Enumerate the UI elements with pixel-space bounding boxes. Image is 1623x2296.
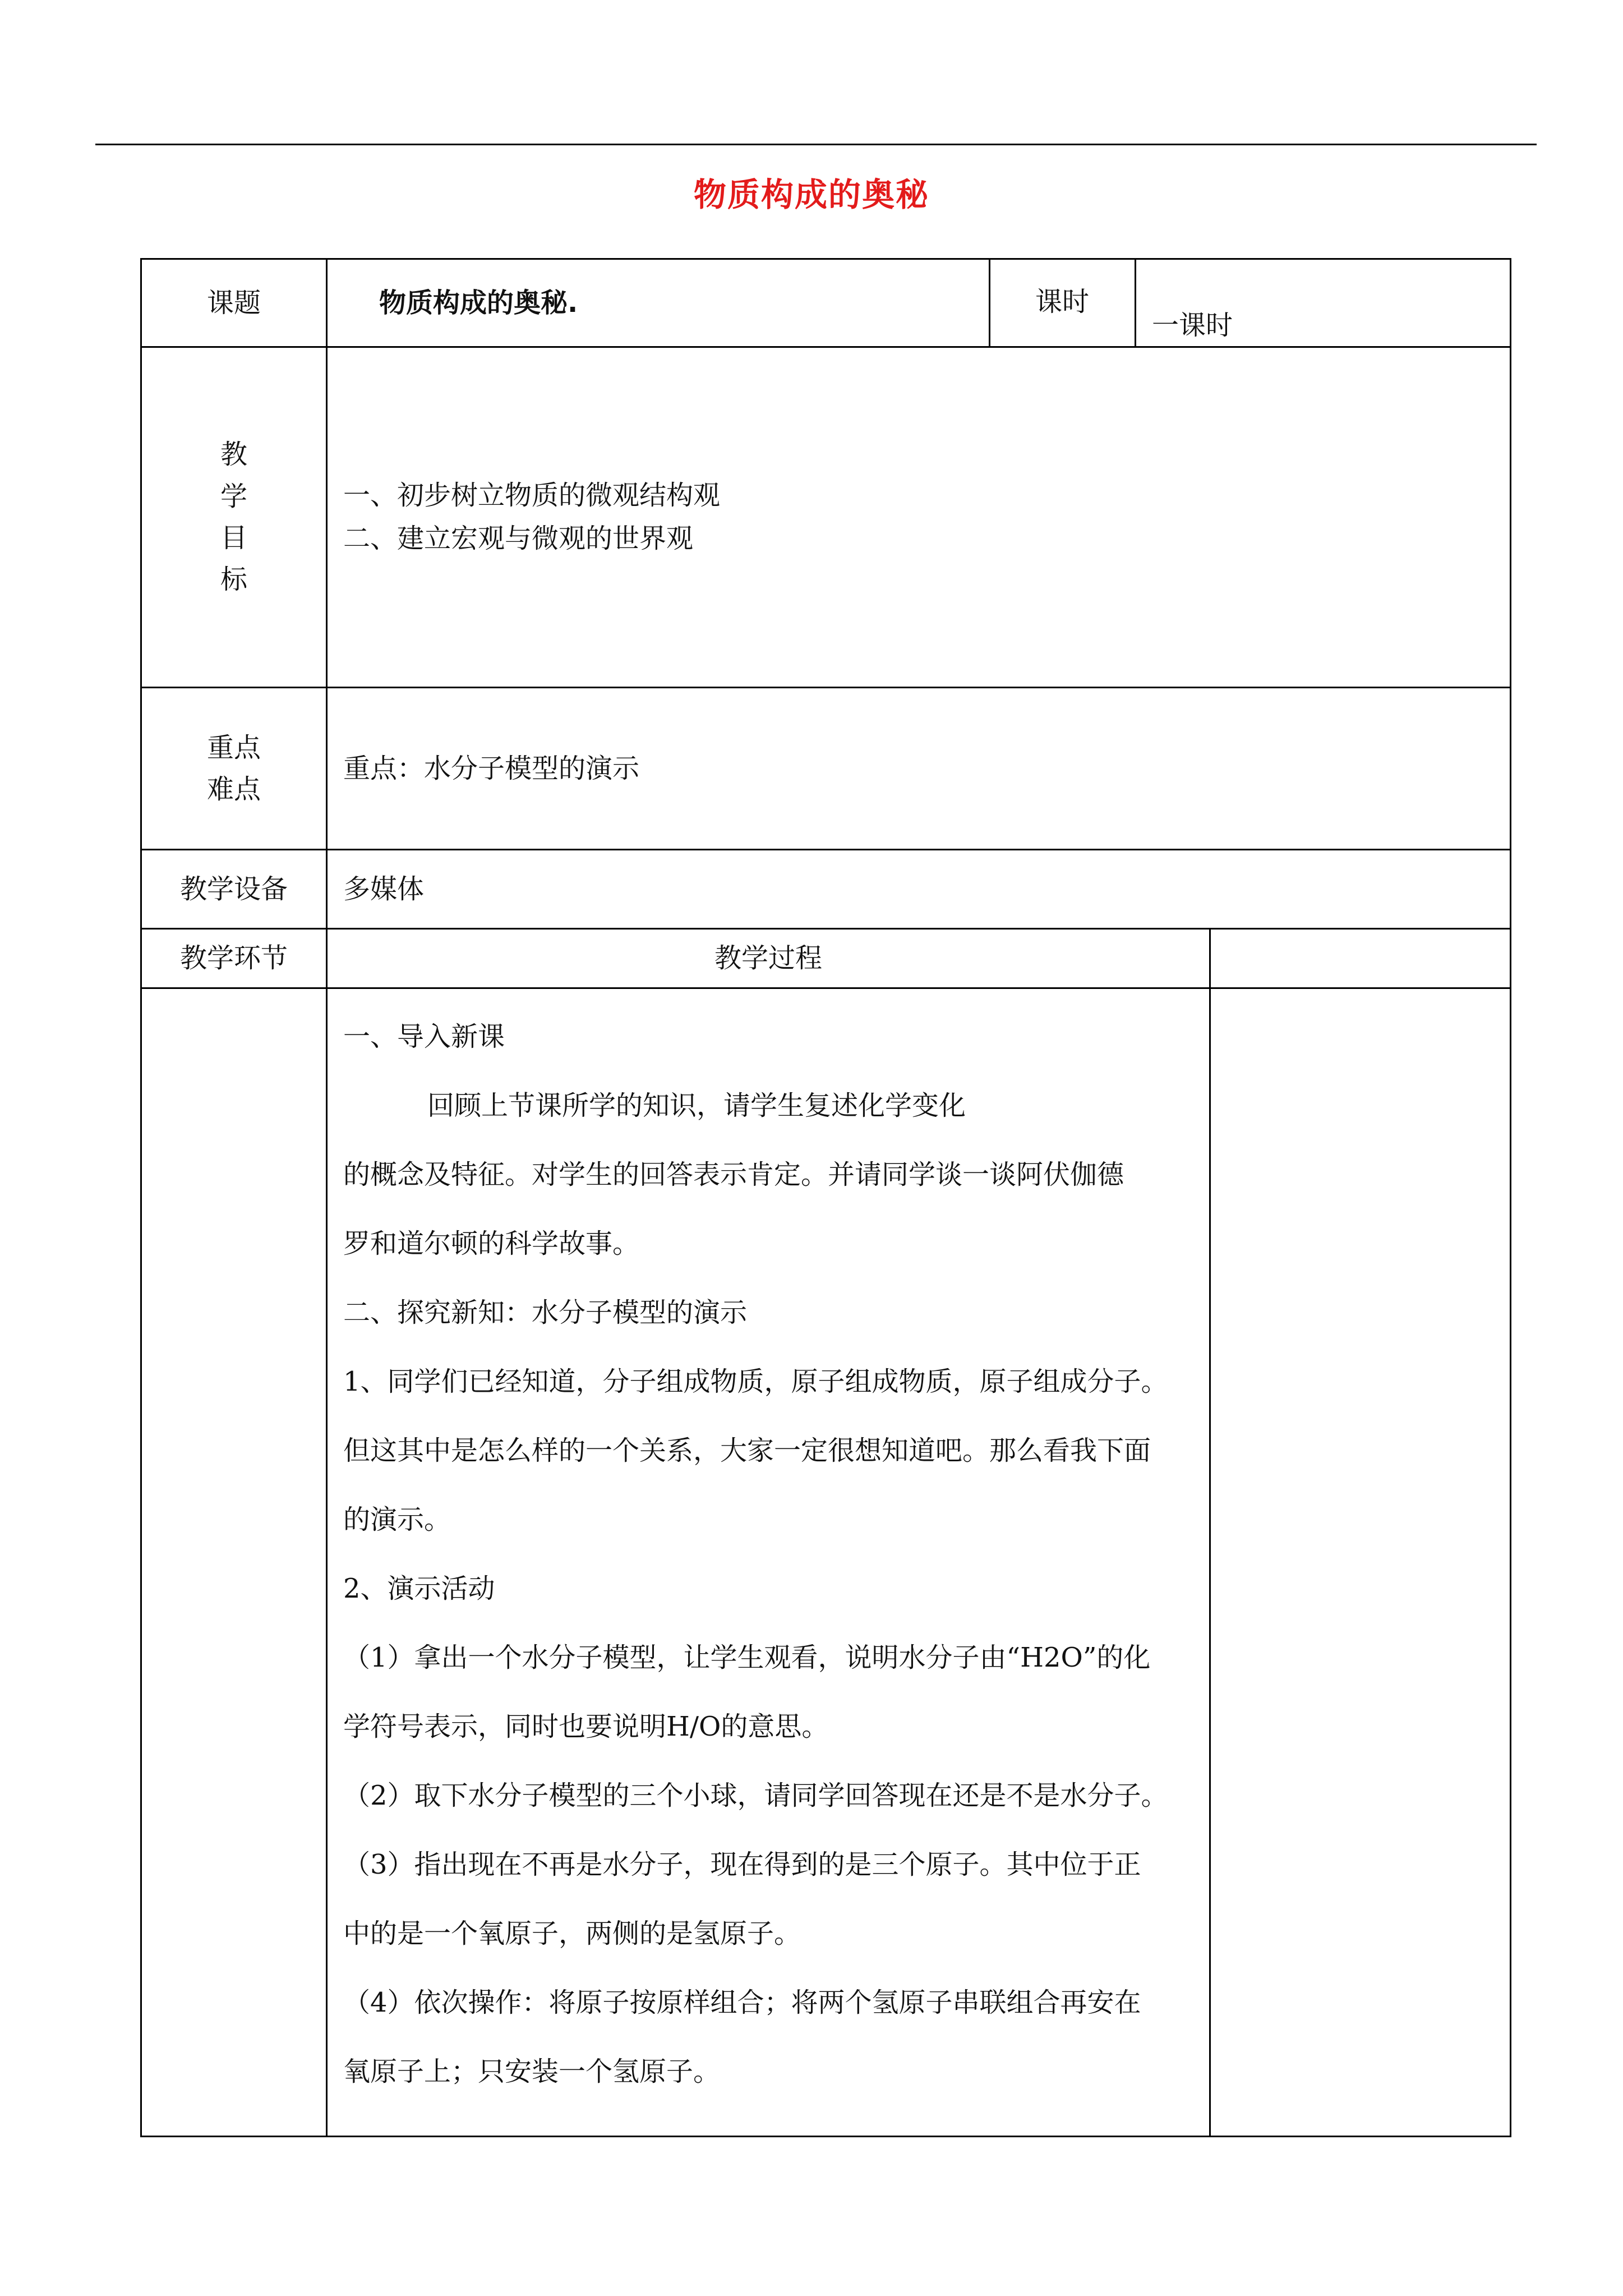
hours-label: 课时 xyxy=(990,259,1136,347)
process-line: （2）取下水分子模型的三个小球，请同学回答现在还是不是水分子。 xyxy=(343,1780,1168,1811)
objectives-label-char: 教 xyxy=(220,439,247,471)
process-header-value: 教学过程 xyxy=(327,929,1210,988)
keypoints-label-line: 重点 xyxy=(206,731,261,763)
equipment-value: 多媒体 xyxy=(327,850,1511,929)
objectives-label xyxy=(141,347,327,688)
topic-value: 物质构成的奥秘. xyxy=(327,259,990,347)
objectives-label-char: 学 xyxy=(220,480,247,512)
process-line: 2、演示活动 xyxy=(343,1573,495,1604)
process-line: 的演示。 xyxy=(343,1504,451,1535)
keypoints-label-line: 难点 xyxy=(206,774,261,805)
objectives-value xyxy=(327,347,1511,688)
process-line: 回顾上节课所学的知识，请学生复述化学变化 xyxy=(427,1090,966,1121)
process-line: 中的是一个氧原子，两侧的是氢原子。 xyxy=(343,1918,801,1949)
process-line: 的概念及特征。对学生的回答表示肯定。并请同学谈一谈阿伏伽德 xyxy=(343,1159,1124,1190)
topic-row xyxy=(141,259,1511,347)
process-header-notes xyxy=(1210,929,1511,988)
process-line: 一、导入新课 xyxy=(343,1021,505,1052)
keypoints-row xyxy=(141,688,1511,850)
process-content xyxy=(327,988,1210,2137)
process-notes-cell xyxy=(1210,988,1511,2137)
objectives-label-char: 标 xyxy=(220,564,247,596)
process-header-label: 教学环节 xyxy=(141,929,327,988)
header-rule xyxy=(95,144,1537,145)
process-body-row xyxy=(141,988,1511,2137)
objectives-row xyxy=(141,347,1511,688)
process-line: 二、探究新知：水分子模型的演示 xyxy=(343,1297,748,1328)
equipment-row xyxy=(141,850,1511,929)
objective-item: 二、建立宏观与微观的世界观 xyxy=(343,523,694,554)
lesson-plan-table xyxy=(140,258,1511,2137)
document-title: 物质构成的奥秘 xyxy=(693,176,929,214)
process-line: 1、同学们已经知道，分子组成物质，原子组成物质，原子组成分子。 xyxy=(343,1366,1168,1397)
process-header-row xyxy=(141,929,1511,988)
process-line: 学符号表示，同时也要说明H/O的意思。 xyxy=(343,1711,829,1742)
process-line: （1）拿出一个水分子模型，让学生观看，说明水分子由“H2O”的化 xyxy=(343,1642,1151,1673)
process-line: 罗和道尔顿的科学故事。 xyxy=(343,1228,640,1259)
topic-label: 课题 xyxy=(141,259,327,347)
process-line: 氧原子上；只安装一个氢原子。 xyxy=(343,2056,721,2087)
keypoints-value: 重点：水分子模型的演示 xyxy=(327,688,1511,850)
process-line: （4）依次操作：将原子按原样组合；将两个氢原子串联组合再安在 xyxy=(343,1987,1141,2018)
keypoints-label xyxy=(141,688,327,850)
objective-item: 一、初步树立物质的微观结构观 xyxy=(343,480,721,512)
process-line: （3）指出现在不再是水分子，现在得到的是三个原子。其中位于正 xyxy=(343,1849,1141,1880)
hours-value: 一课时 xyxy=(1136,259,1511,347)
equipment-label: 教学设备 xyxy=(141,850,327,929)
objectives-label-char: 目 xyxy=(220,522,247,554)
process-line: 但这其中是怎么样的一个关系，大家一定很想知道吧。那么看我下面 xyxy=(343,1435,1151,1466)
process-stage-cell xyxy=(141,988,327,2137)
